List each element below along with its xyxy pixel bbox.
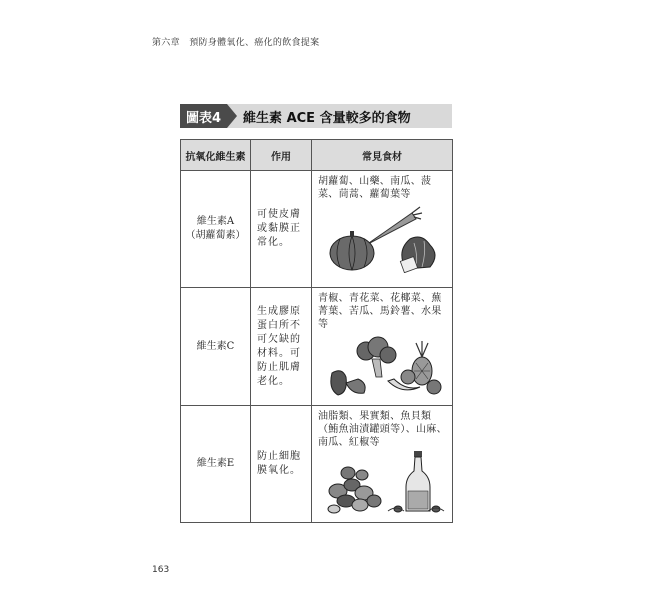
foods-text: 油脂類、果實類、魚貝類（鮪魚油漬罐頭等）、山麻、南瓜、紅椒等: [318, 411, 447, 448]
table-row: [181, 171, 453, 288]
vitamin-cell: [181, 288, 251, 406]
foods-cell: [312, 288, 453, 406]
figure-title: 維生素 ACE 含量較多的食物: [243, 110, 411, 126]
header-vitamin: 抗氧化維生素: [181, 140, 251, 171]
foods-text: 胡蘿蔔、山藥、南瓜、菠菜、茼蒿、蘿蔔葉等: [318, 176, 432, 200]
nuts-oil-bottle-illustration: [318, 451, 446, 515]
pumpkin-carrot-spinach-illustration: [318, 203, 446, 273]
table-header-row: [181, 140, 453, 171]
figure-tag: 圖表4: [180, 104, 227, 128]
vitamin-food-table: [180, 139, 453, 523]
table-row: [181, 406, 453, 523]
vitamin-cell: [181, 406, 251, 523]
vitamin-name: 維生素A: [196, 216, 235, 227]
figure-banner: [180, 104, 452, 128]
header-effect: 作用: [251, 140, 312, 171]
running-head: 第六章 預防身體氧化、癌化的飲食提案: [152, 38, 320, 48]
vitamin-name: 維生素E: [196, 458, 235, 469]
vitamin-name: 維生素C: [196, 340, 235, 352]
vitamin-cell: [181, 171, 251, 288]
foods-text: 青椒、青花菜、花椰菜、蕪菁葉、苦瓜、馬鈴薯、水果等: [318, 293, 442, 330]
table-row: [181, 288, 453, 406]
page-number: 163: [152, 565, 170, 575]
header-foods: 常見食材: [312, 140, 453, 171]
foods-cell: [312, 406, 453, 523]
broccoli-pepper-fruit-illustration: [318, 333, 446, 399]
vitamin-subname: （胡蘿蔔素）: [185, 230, 246, 241]
foods-cell: [312, 171, 453, 288]
effect-cell: 可使皮膚或黏膜正常化。: [251, 171, 312, 288]
effect-cell: 防止細胞膜氧化。: [251, 406, 312, 523]
effect-cell: 生成膠原蛋白所不可欠缺的材料。可防止肌膚老化。: [251, 288, 312, 406]
